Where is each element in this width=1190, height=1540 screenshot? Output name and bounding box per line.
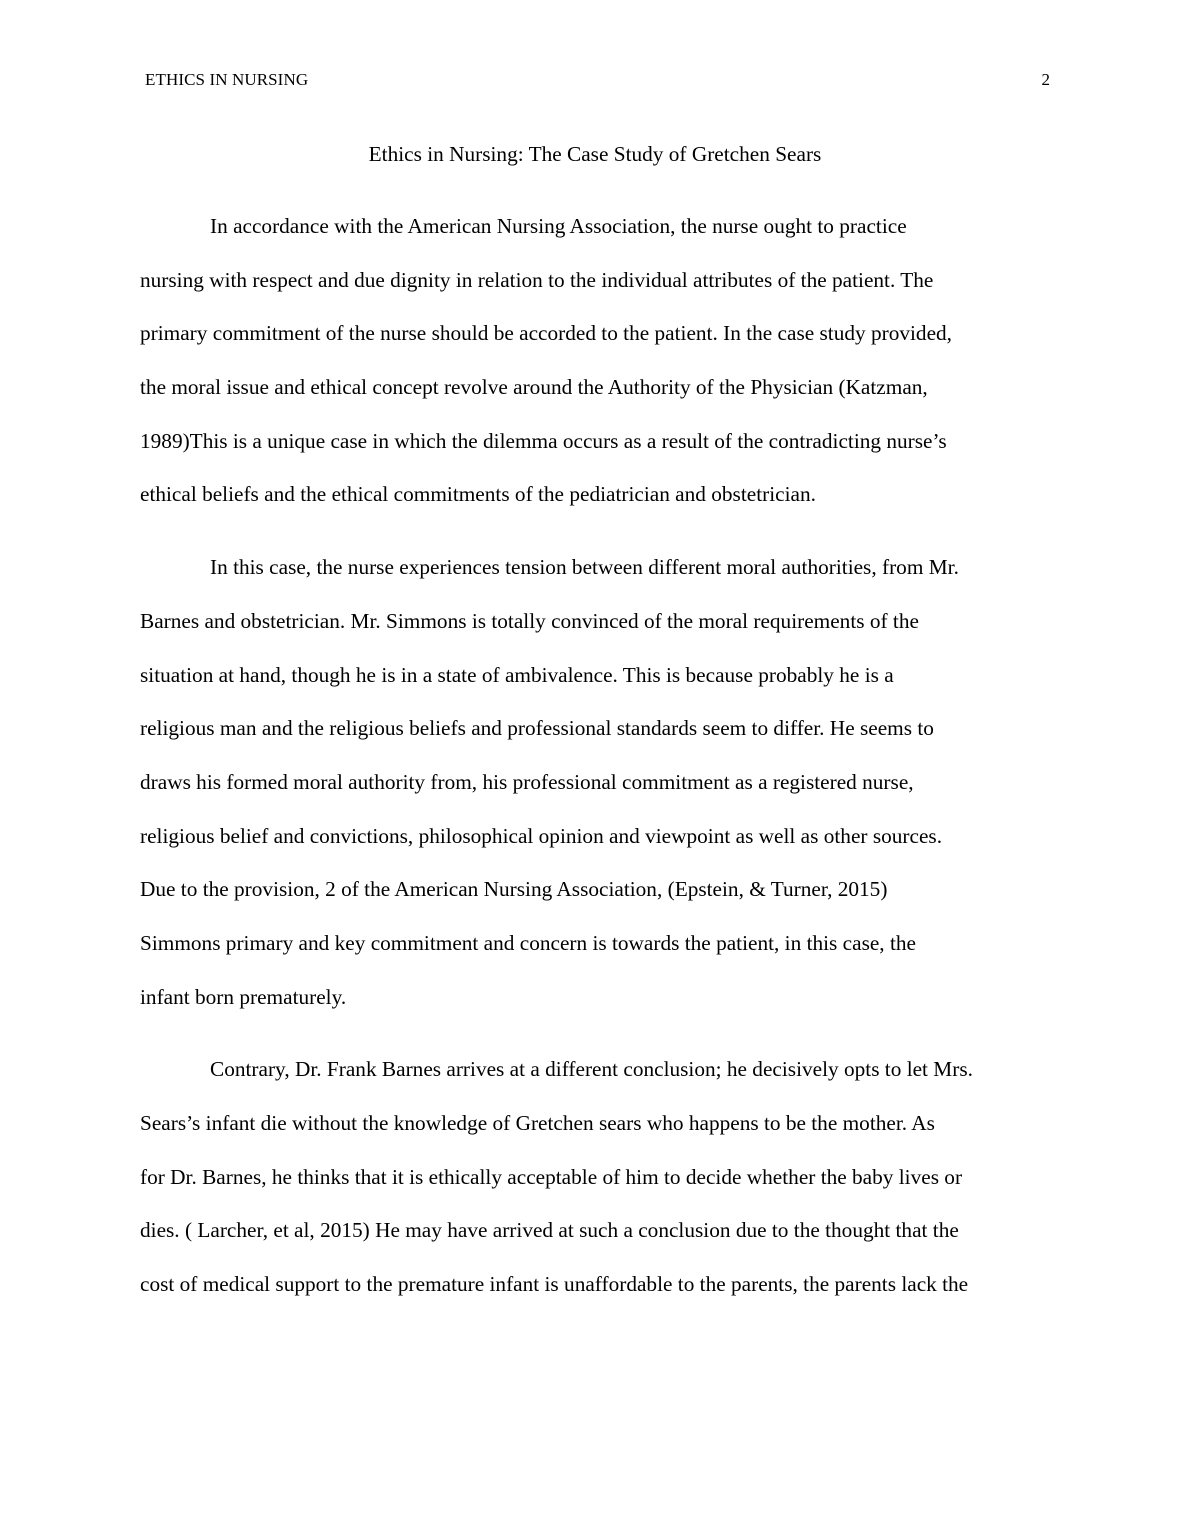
text-line: draws his formed moral authority from, his professional commitment as a registered nurse, xyxy=(140,769,914,794)
page-number: 2 xyxy=(1041,70,1050,89)
text-line: Sears’s infant die without the knowledge of Gretchen sears who happens to be the mother. As xyxy=(140,1111,935,1135)
text-line: religious man and the religious beliefs and professional standards seem to differ. He seems to xyxy=(140,716,934,741)
text-line: for Dr. Barnes, he thinks that it is ethically acceptable of him to decide whether the baby lives or xyxy=(140,1164,963,1189)
paragraph-3 xyxy=(140,1043,1050,1311)
text-line: religious belief and convictions, philosophical opinion and viewpoint as well as other sources. xyxy=(140,823,943,848)
text-line: dies. ( Larcher, et al, 2015) He may have arrived at such a conclusion due to the thought that the xyxy=(140,1218,959,1243)
text-line: Contrary, Dr. Frank Barnes arrives at a different conclusion; he decisively opts to let Mrs. xyxy=(210,1057,973,1082)
text-line: nursing with respect and due dignity in relation to the individual attributes of the patient. The xyxy=(140,267,934,292)
text-line: ethical beliefs and the ethical commitments of the pediatrician and obstetrician. xyxy=(140,482,816,507)
paragraph-1 xyxy=(140,200,1050,522)
document-title: Ethics in Nursing: The Case Study of Gretchen Sears xyxy=(368,142,822,166)
running-head: ETHICS IN NURSING xyxy=(145,70,309,89)
paragraph-spacing xyxy=(140,522,1050,541)
text-line: In this case, the nurse experiences tension between different moral authorities, from Mr. xyxy=(210,555,959,580)
text-line: infant born prematurely. xyxy=(140,984,347,1009)
paragraph-spacing xyxy=(140,1024,1050,1043)
document-body xyxy=(140,200,1050,1312)
text-line: In accordance with the American Nursing Association, the nurse ought to practice xyxy=(210,214,907,238)
text-line: situation at hand, though he is in a state of ambivalence. This is because probably he is a xyxy=(140,662,894,687)
text-line: 1989)This is a unique case in which the dilemma occurs as a result of the contradicting nurse’s xyxy=(140,428,947,453)
text-line: Barnes and obstetrician. Mr. Simmons is totally convinced of the moral requirements of the xyxy=(140,608,919,633)
text-line: cost of medical support to the premature infant is unaffordable to the parents, the parents lack the xyxy=(140,1272,969,1297)
text-line: Due to the provision, 2 of the American Nursing Association, (Epstein, & Turner, 2015) xyxy=(140,877,888,902)
paragraph-2 xyxy=(140,541,1050,1024)
text-line: the moral issue and ethical concept revolve around the Authority of the Physician (Katzman, xyxy=(140,375,928,400)
text-line: Simmons primary and key commitment and concern is towards the patient, in this case, the xyxy=(140,930,916,955)
text-line: primary commitment of the nurse should be accorded to the patient. In the case study provided, xyxy=(140,321,953,346)
